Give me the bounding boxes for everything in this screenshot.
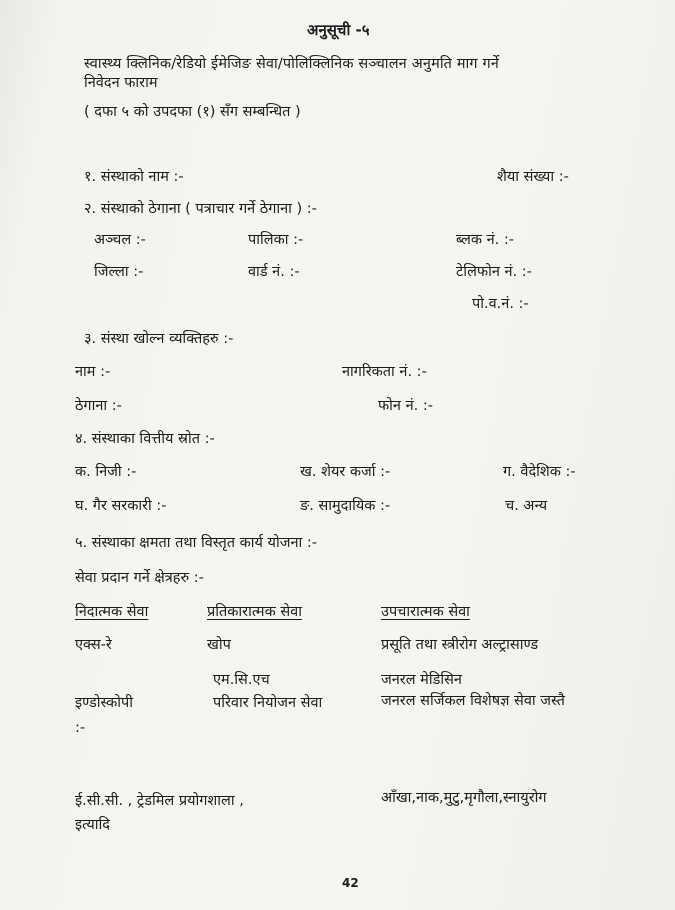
general-medicine-item: जनरल मेडिसिन: [381, 672, 462, 688]
page-number: 42: [342, 876, 359, 890]
section-reference: ( दफा ५ को उपदफा (१) सँग सम्बन्धित ): [84, 104, 301, 120]
ob-gyn-ultrasound-item: प्रसूति तथा स्त्रीरोग अल्ट्रासाण्ड: [381, 637, 539, 653]
org-name-label: १. संस्थाको नाम :-: [84, 169, 184, 185]
founder-address-label: ठेगाना :-: [75, 398, 122, 414]
zone-label: अञ्चल :-: [94, 232, 146, 248]
founder-name-label: नाम :-: [75, 364, 111, 380]
community-source-label: ङ. सामुदायिक :-: [300, 498, 391, 514]
preventive-services-header: प्रतिकारात्मक सेवा: [207, 604, 302, 620]
form-description-line1: स्वास्थ्य क्लिनिक/रेडियो ईमेजिङ सेवा/पोलिक्लिनिक सञ्चालन अनुमति माग गर्ने: [84, 56, 499, 72]
block-no-label: ब्लक नं. :-: [456, 232, 514, 248]
ngo-source-label: घ. गैर सरकारी :-: [75, 498, 167, 514]
org-address-heading: २. संस्थाको ठेगाना ( पत्राचार गर्ने ठेगाना ) :-: [84, 201, 317, 217]
bed-count-label: शैया संख्या :-: [497, 169, 569, 185]
annex-title: अनुसूची -५: [307, 21, 370, 39]
curative-services-header: उपचारात्मक सेवा: [381, 604, 470, 620]
municipality-label: पालिका :-: [248, 232, 304, 248]
founder-phone-label: फोन नं. :-: [378, 398, 433, 414]
diagnostic-services-header: निदात्मक सेवा: [75, 604, 149, 620]
general-surgery-item: जनरल सर्जिकल विशेषज्ञ सेवा जस्तै: [381, 693, 565, 709]
private-source-label: क. निजी :-: [75, 464, 137, 480]
capacity-plan-heading: ५. संस्थाका क्षमता तथा विस्तृत कार्य योजना :-: [75, 535, 317, 551]
etc-item: इत्यादि: [75, 817, 110, 833]
citizenship-no-label: नागरिकता नं. :-: [342, 364, 427, 380]
service-areas-label: सेवा प्रदान गर्ने क्षेत्रहरु :-: [75, 570, 204, 586]
share-loan-label: ख. शेयर कर्जा :-: [300, 464, 391, 480]
family-planning-item: परिवार नियोजन सेवा: [213, 695, 323, 711]
list-colon: :-: [75, 720, 86, 736]
ecg-tmt-item: ई.सी.सी. , ट्रेडमिल प्रयोगशाला ,: [75, 793, 244, 809]
specialties-item: आँखा,नाक,मुटु,मृगौला,स्नायुरोग: [381, 790, 547, 806]
form-description-line2: निवेदन फाराम: [84, 75, 158, 91]
po-box-label: पो.व.नं. :-: [472, 296, 529, 312]
vaccination-item: खोप: [207, 637, 231, 653]
endoscopy-item: इण्डोस्कोपी: [75, 695, 134, 711]
founders-heading: ३. संस्था खोल्न व्यक्तिहरु :-: [84, 331, 234, 347]
foreign-source-label: ग. वैदेशिक :-: [503, 464, 576, 480]
xray-item: एक्स-रे: [75, 637, 112, 653]
financial-sources-heading: ४. संस्थाका वित्तीय स्रोत :-: [75, 431, 215, 447]
mch-item: एम.सि.एच: [213, 672, 270, 688]
other-source-label: च. अन्य: [505, 498, 548, 514]
telephone-no-label: टेलिफोन नं. :-: [456, 264, 532, 280]
district-label: जिल्ला :-: [94, 264, 144, 280]
ward-no-label: वार्ड नं. :-: [248, 264, 300, 280]
